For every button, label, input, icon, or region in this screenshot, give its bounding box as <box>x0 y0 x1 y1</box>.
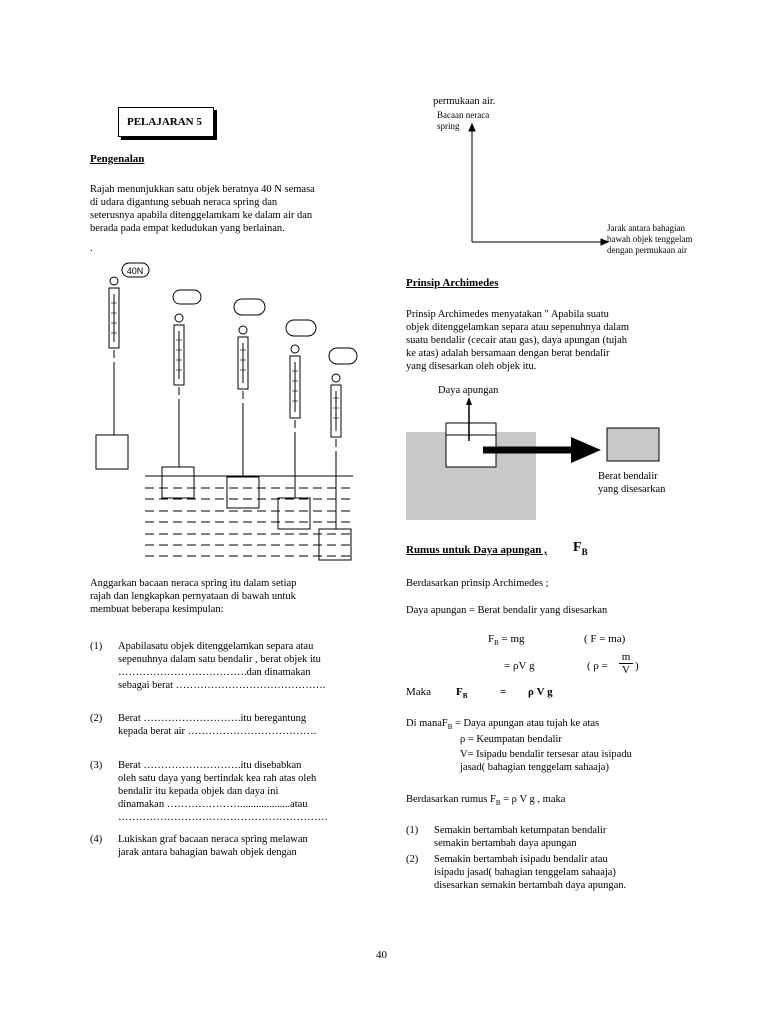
spring-balance-diagram <box>90 258 365 568</box>
formula-final-lhs: $F_B$ <box>456 686 468 701</box>
formula-eq2-note-lhs: ( ρ = <box>587 660 608 672</box>
task-item-number: (2) <box>90 713 103 724</box>
task-item-3 <box>90 759 390 824</box>
scale-reading-bubble-5 <box>329 348 357 364</box>
scale-reading-label: 40N <box>126 266 144 276</box>
task-item-number: (3) <box>90 760 103 771</box>
scale-reading-bubble-2 <box>173 290 201 304</box>
conclusion-intro: Berdasarkan rumus $F_B = \rho$ V g , maka <box>406 794 566 808</box>
density-fraction <box>619 651 633 676</box>
formula-final-eq: = <box>500 686 507 698</box>
conclusion-point-text: Semakin bertambah isipadu bendalir atau isipadu jasad( bahagian tenggelam sahaaja) disesarkan semakin bertambah daya apungan. <box>434 854 627 891</box>
buoyancy-label: Daya apungan <box>438 385 499 396</box>
volume-definition: V= Isipadu bendalir tersesar atau isipadu jasad( bahagian tenggelam sahaaja) <box>460 749 632 773</box>
task-item-1 <box>90 640 390 692</box>
submerged-object <box>446 423 496 467</box>
task-item-text: Berat ……………………….itu beregantung kepada berat air ………………………………. <box>118 713 317 737</box>
task-item-number: (1) <box>90 641 103 652</box>
task-item-text: Apabilasatu objek ditenggelamkan separa atau sepenuhnya dalam satu bendalir , berat objek itu ……………………………….dan dinamakan sebagai berat ……………………………………. <box>118 641 326 691</box>
formula-eq1-note: ( F = ma) <box>584 633 626 645</box>
graph-axes <box>462 122 612 248</box>
formula-symbol: $F_B$ <box>573 540 588 557</box>
conclusion-point-number: (1) <box>406 825 419 836</box>
graph-x-label: Jarak antara bahagian bawah objek tenggelam dengan permukaan air <box>607 223 693 255</box>
archimedes-paragraph: Prinsip Archimedes menyatakan " Apabila suatu objek ditenggelamkan separa atau sepenuhnya dalam suatu bendalir (cecair atau gas), daya apungan (tujah ke atas) adalah bersamaan dengan berat bendalir yang disesarkan oleh objek itu. <box>406 309 630 372</box>
archimedes-heading: Prinsip Archimedes <box>406 277 499 289</box>
object-in-air <box>96 435 128 469</box>
page-number: 40 <box>376 949 387 961</box>
formula-heading: Rumus untuk Daya apungan , <box>406 544 547 556</box>
formula-basis: Berdasarkan prinsip Archimedes ; <box>406 578 549 589</box>
fraction-numerator: m <box>621 651 631 663</box>
task-item-2 <box>90 712 390 738</box>
intro-heading: Pengenalan <box>90 153 145 165</box>
graph-y-label: Bacaan neraca spring <box>437 110 490 131</box>
conclusion-point-2 <box>406 853 706 892</box>
lesson-title: PELAJARAN 5 <box>118 107 214 137</box>
task-item-number: (4) <box>90 834 103 845</box>
object-position-3 <box>278 498 310 529</box>
formula-maka: Maka <box>406 686 432 698</box>
fraction-denominator: V <box>619 663 633 676</box>
where-line: Di manaF$_B$ = Daya apungan atau tujah ke atas <box>406 718 600 732</box>
formula-eq2: = ρV g <box>504 660 535 672</box>
object-position-2 <box>227 477 259 508</box>
task-paragraph: Anggarkan bacaan neraca spring itu dalam setiap rajah dan lengkapkan pernyataan di bawah untuk membuat beberapa kesimpulan: <box>90 578 297 615</box>
graph-continuation: permukaan air. <box>433 96 496 107</box>
formula-statement: Daya apungan = Berat bendalir yang disesarkan <box>406 605 608 616</box>
task-item-4 <box>90 833 390 859</box>
object-position-1 <box>162 467 194 498</box>
task-item-text: Lukiskan graf bacaan neraca spring melawan jarak antara bahagian bawah objek dengan <box>118 834 308 858</box>
scale-reading-bubble-3 <box>234 299 265 315</box>
conclusion-point-1 <box>406 824 706 850</box>
intro-paragraph: Rajah menunjukkan satu objek beratnya 40 N semasa di udara digantung sebuah neraca spring dan seterusnya apabila ditenggelamkam ke dalam air dan berada pada empat kedudukan yang berlainan. <box>90 184 315 234</box>
formula-eq2-note-rhs: ) <box>635 660 639 672</box>
intro-dot: . <box>90 243 93 254</box>
archimedes-diagram <box>405 395 670 525</box>
conclusion-point-text: Semakin bertambah ketumpatan bendalir semakin bertambah daya apungan <box>434 825 607 849</box>
task-item-text: Berat ……………………….itu disebabkan oleh satu daya yang bertindak kea rah atas oleh bendalir itu kepada objek dan daya ini dinamakan …………………...................atau …………………………………………………… <box>118 760 328 823</box>
displaced-label: Berat bendalir yang disesarkan <box>598 471 666 495</box>
conclusion-point-number: (2) <box>406 854 419 865</box>
formula-eq1: $F_B$ = mg <box>488 633 525 648</box>
rho-definition: ρ = Keumpatan bendalir <box>460 734 562 745</box>
formula-final-rhs: ρ V g <box>528 686 553 698</box>
displaced-fluid-block <box>607 428 659 461</box>
scale-reading-bubble-4 <box>286 320 316 336</box>
